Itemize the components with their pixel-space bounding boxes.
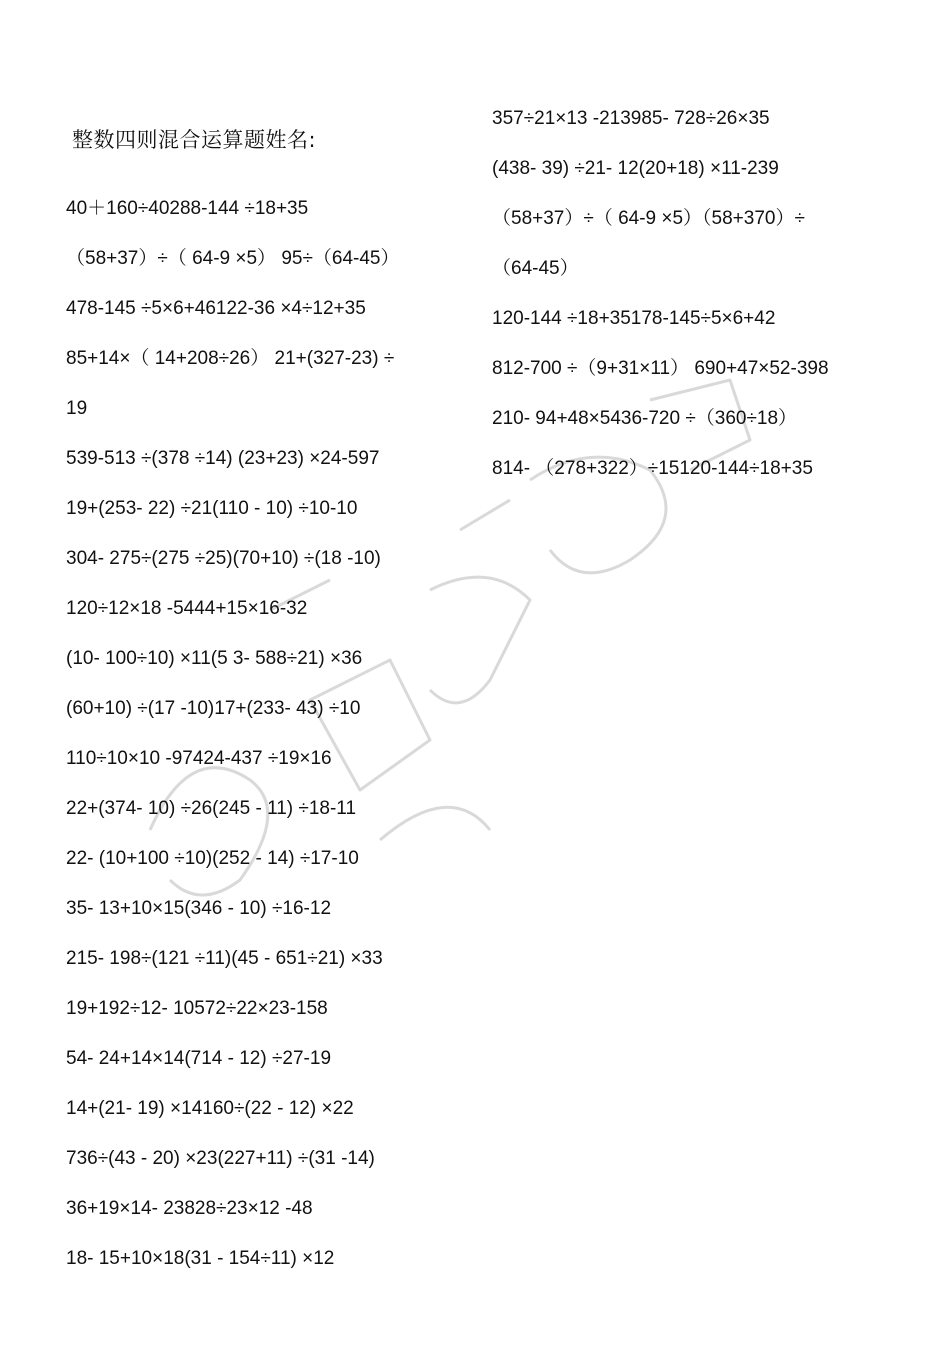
right-problem-column <box>492 105 932 505</box>
problem-line: 18- 15+10×18(31 - 154÷11) ×12 <box>66 1248 335 1269</box>
problem-line: 36+19×14- 23828÷23×12 -48 <box>66 1198 313 1219</box>
problem-line: 812-700 ÷（9+31×11） 690+47×52-398 <box>492 358 829 379</box>
problem-line: 19+(253- 22) ÷21(110 - 10) ÷10-10 <box>66 498 358 519</box>
problem-line: 19+192÷12- 10572÷22×23-158 <box>66 998 328 1019</box>
problem-line: 539-513 ÷(378 ÷14) (23+23) ×24-597 <box>66 448 380 469</box>
problem-line: 22+(374- 10) ÷26(245 - 11) ÷18-11 <box>66 798 357 819</box>
problem-line: 736÷(43 - 20) ×23(227+11) ÷(31 -14) <box>66 1148 375 1169</box>
problem-line: 304- 275÷(275 ÷25)(70+10) ÷(18 -10) <box>66 548 381 569</box>
left-problem-column <box>66 195 476 1295</box>
problem-line: 40＋160÷40288-144 ÷18+35 <box>66 198 309 219</box>
problem-line: 54- 24+14×14(714 - 12) ÷27-19 <box>66 1048 332 1069</box>
problem-line: 14+(21- 19) ×14160÷(22 - 12) ×22 <box>66 1098 354 1119</box>
problem-line: (60+10) ÷(17 -10)17+(233- 43) ÷10 <box>66 698 361 719</box>
problem-line: （58+37）÷（ 64-9 ×5）（58+370）÷ <box>492 208 805 229</box>
problem-line: 110÷10×10 -97424-437 ÷19×16 <box>66 748 332 769</box>
problem-line: 22- (10+100 ÷10)(252 - 14) ÷17-10 <box>66 848 359 869</box>
problem-line: 19 <box>66 398 88 419</box>
problem-line: 478-145 ÷5×6+46122-36 ×4÷12+35 <box>66 298 366 319</box>
problem-line: 85+14×（ 14+208÷26） 21+(327-23) ÷ <box>66 348 395 369</box>
problem-line: 210- 94+48×5436-720 ÷（360÷18） <box>492 408 798 429</box>
problem-line: （64-45） <box>492 258 579 279</box>
problem-line: 35- 13+10×15(346 - 10) ÷16-12 <box>66 898 332 919</box>
problem-line: 120-144 ÷18+35178-145÷5×6+42 <box>492 308 776 329</box>
problem-line: 357÷21×13 -213985- 728÷26×35 <box>492 108 770 129</box>
problem-line: 120÷12×18 -5444+15×16-32 <box>66 598 308 619</box>
problem-line: 814- （278+322）÷15120-144÷18+35 <box>492 458 813 479</box>
worksheet-title: 整数四则混合运算题姓名: <box>72 128 317 152</box>
problem-line: 215- 198÷(121 ÷11)(45 - 651÷21) ×33 <box>66 948 383 969</box>
problem-line: （58+37）÷（ 64-9 ×5） 95÷（64-45） <box>66 248 400 269</box>
problem-line: (438- 39) ÷21- 12(20+18) ×11-239 <box>492 158 779 179</box>
problem-line: (10- 100÷10) ×11(5 3- 588÷21) ×36 <box>66 648 363 669</box>
